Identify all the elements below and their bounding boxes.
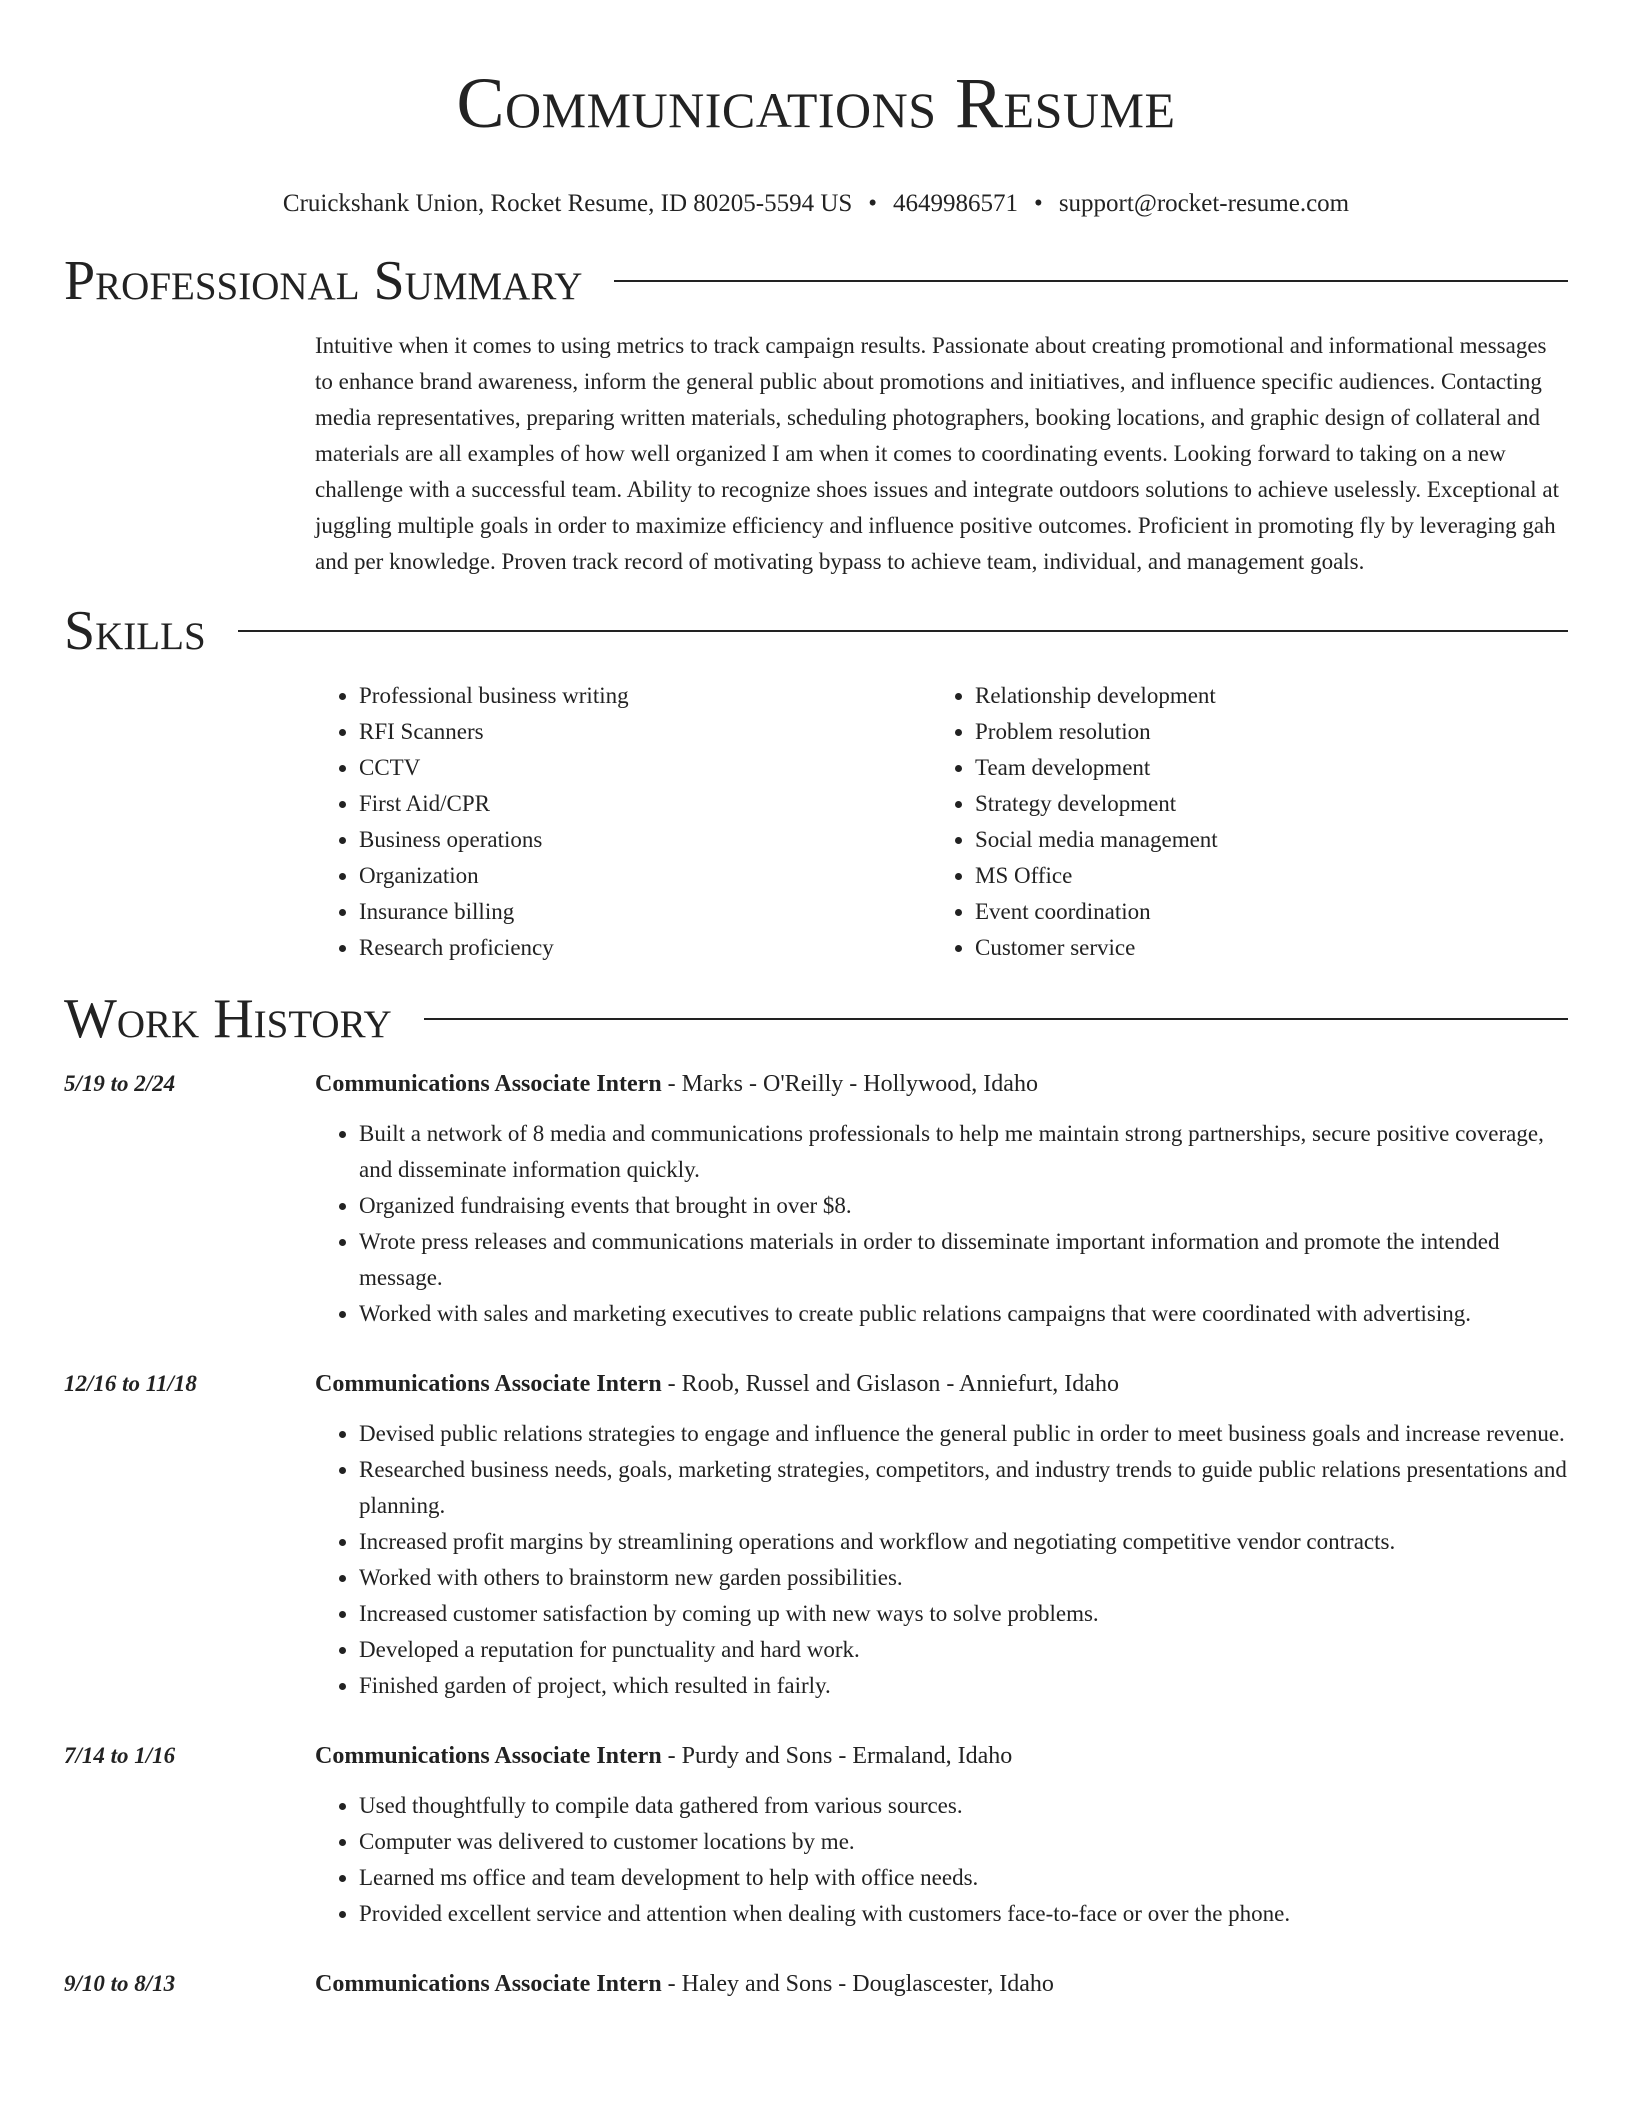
job-role: Communications Associate Intern (315, 1971, 662, 1997)
job-bullet: • Learned ms office and team development to help with office needs. (359, 1860, 1568, 1896)
job-employer: - Purdy and Sons - Ermaland, Idaho (661, 1743, 1013, 1769)
job-employer: - Marks - O'Reilly - Hollywood, Idaho (661, 1071, 1038, 1097)
job-bullet: • Organized fundraising events that brought in over $8. (359, 1188, 1568, 1224)
job-bullet: • Wrote press releases and communications materials in order to disseminate important information and promote the intended message. (359, 1224, 1568, 1296)
skill-item: • MS Office (975, 858, 1547, 894)
job-role: Communications Associate Intern (315, 1371, 662, 1397)
skill-item: • Business operations (359, 822, 931, 858)
resume-page (64, 0, 1568, 2002)
job-heading (315, 1738, 1568, 1774)
contact-separator: • (868, 190, 878, 217)
resume-title: Communications Resume (456, 63, 1176, 143)
job-bullet: • Built a network of 8 media and communications professionals to help me maintain strong partnerships, secure positive coverage, and disseminate information quickly. (359, 1116, 1568, 1188)
job-dates: 5/19 to 2/24 (64, 1071, 176, 1096)
job-dates: 9/10 to 8/13 (64, 1971, 176, 1996)
section-divider (614, 280, 1568, 282)
summary-heading: Professional Summary (64, 250, 583, 312)
skill-item: • Team development (975, 750, 1547, 786)
job-entry (64, 1966, 1568, 2002)
job-body (315, 1738, 1568, 1932)
skill-item: • Organization (359, 858, 931, 894)
work-heading: Work History (64, 988, 392, 1050)
job-bullet: • Increased profit margins by streamlining operations and workflow and negotiating competitive vendor contracts. (359, 1524, 1568, 1560)
contact-email[interactable]: support@rocket-resume.com (1058, 190, 1350, 217)
job-bullets (315, 1416, 1568, 1704)
job-bullet: • Worked with sales and marketing executives to create public relations campaigns that were coordinated with advertising. (359, 1296, 1568, 1332)
skills-heading: Skills (64, 600, 206, 662)
skill-item: • First Aid/CPR (359, 786, 931, 822)
skill-item: • Social media management (975, 822, 1547, 858)
job-bullet: • Provided excellent service and attention when dealing with customers face-to-face or over the phone. (359, 1896, 1568, 1932)
skill-item: • Insurance billing (359, 894, 931, 930)
skill-item: • Problem resolution (975, 714, 1547, 750)
job-employer: - Haley and Sons - Douglascester, Idaho (661, 1971, 1054, 1997)
job-body (315, 1366, 1568, 1704)
skill-item: • CCTV (359, 750, 931, 786)
work-section-header (64, 986, 1568, 1052)
job-role: Communications Associate Intern (315, 1071, 662, 1097)
job-bullet: • Worked with others to brainstorm new garden possibilities. (359, 1560, 1568, 1596)
job-dates: 12/16 to 11/18 (64, 1371, 197, 1396)
job-heading (315, 1366, 1568, 1402)
contact-separator: • (1034, 190, 1043, 217)
job-role: Communications Associate Intern (315, 1743, 662, 1769)
skills-column-right (931, 678, 1547, 966)
summary-body (315, 328, 1568, 580)
job-bullets (315, 1116, 1568, 1332)
job-heading (315, 1066, 1568, 1102)
job-dates: 7/14 to 1/16 (64, 1743, 176, 1768)
job-bullet: • Devised public relations strategies to engage and influence the general public in order to meet business goals and increase revenue. (359, 1416, 1568, 1452)
skills-grid (315, 678, 1568, 966)
skill-item: • Event coordination (975, 894, 1547, 930)
skills-section-header (64, 598, 1568, 664)
job-bullet: • Finished garden of project, which resulted in fairly. (359, 1668, 1568, 1704)
skills-column-left (315, 678, 931, 966)
skill-item: • RFI Scanners (359, 714, 931, 750)
section-divider (424, 1018, 1568, 1020)
skill-item: • Relationship development (975, 678, 1547, 714)
skill-item: • Customer service (975, 930, 1547, 966)
job-employer: - Roob, Russel and Gislason - Anniefurt, Idaho (661, 1371, 1119, 1397)
summary-text: Intuitive when it comes to using metrics to track campaign results. Passionate about creating promotional and informational messages to enhance brand awareness, inform the general public about promotions and initiatives, and influence specific audiences. Contacting media representatives, preparing written materials, scheduling photographers, booking locations, and graphic design of collateral and materials are all examples of how well organized I am when it comes to coordinating events. Looking forward to taking on a new challenge with a successful team. Ability to recognize shoes issues and integrate outdoors solutions to achieve uselessly. Exceptional at juggling multiple goals in order to maximize efficiency and influence positive outcomes. Proficient in promoting fly by leveraging gah and per knowledge. Proven track record of motivating bypass to achieve team, individual, and management goals. (315, 333, 1560, 574)
job-entry (64, 1366, 1568, 1704)
job-entry (64, 1066, 1568, 1332)
contact-phone: 4649986571 (893, 190, 1019, 217)
job-body (315, 1966, 1568, 2002)
contact-line (64, 186, 1568, 222)
job-entry (64, 1738, 1568, 1932)
job-bullet: • Computer was delivered to customer locations by me. (359, 1824, 1568, 1860)
job-bullet: • Researched business needs, goals, marketing strategies, competitors, and industry trends to guide public relations presentations and planning. (359, 1452, 1568, 1524)
contact-address: Cruickshank Union, Rocket Resume, ID 80205-5594 US (282, 190, 853, 217)
job-bullet: • Used thoughtfully to compile data gathered from various sources. (359, 1788, 1568, 1824)
skill-item: • Research proficiency (359, 930, 931, 966)
section-divider (238, 630, 1568, 632)
job-bullet: • Increased customer satisfaction by coming up with new ways to solve problems. (359, 1596, 1568, 1632)
job-heading (315, 1966, 1568, 2002)
skill-item: • Strategy development (975, 786, 1547, 822)
job-bullets (315, 1788, 1568, 1932)
job-bullet: • Developed a reputation for punctuality and hard work. (359, 1632, 1568, 1668)
summary-section-header (64, 248, 1568, 314)
job-body (315, 1066, 1568, 1332)
skill-item: • Professional business writing (359, 678, 931, 714)
